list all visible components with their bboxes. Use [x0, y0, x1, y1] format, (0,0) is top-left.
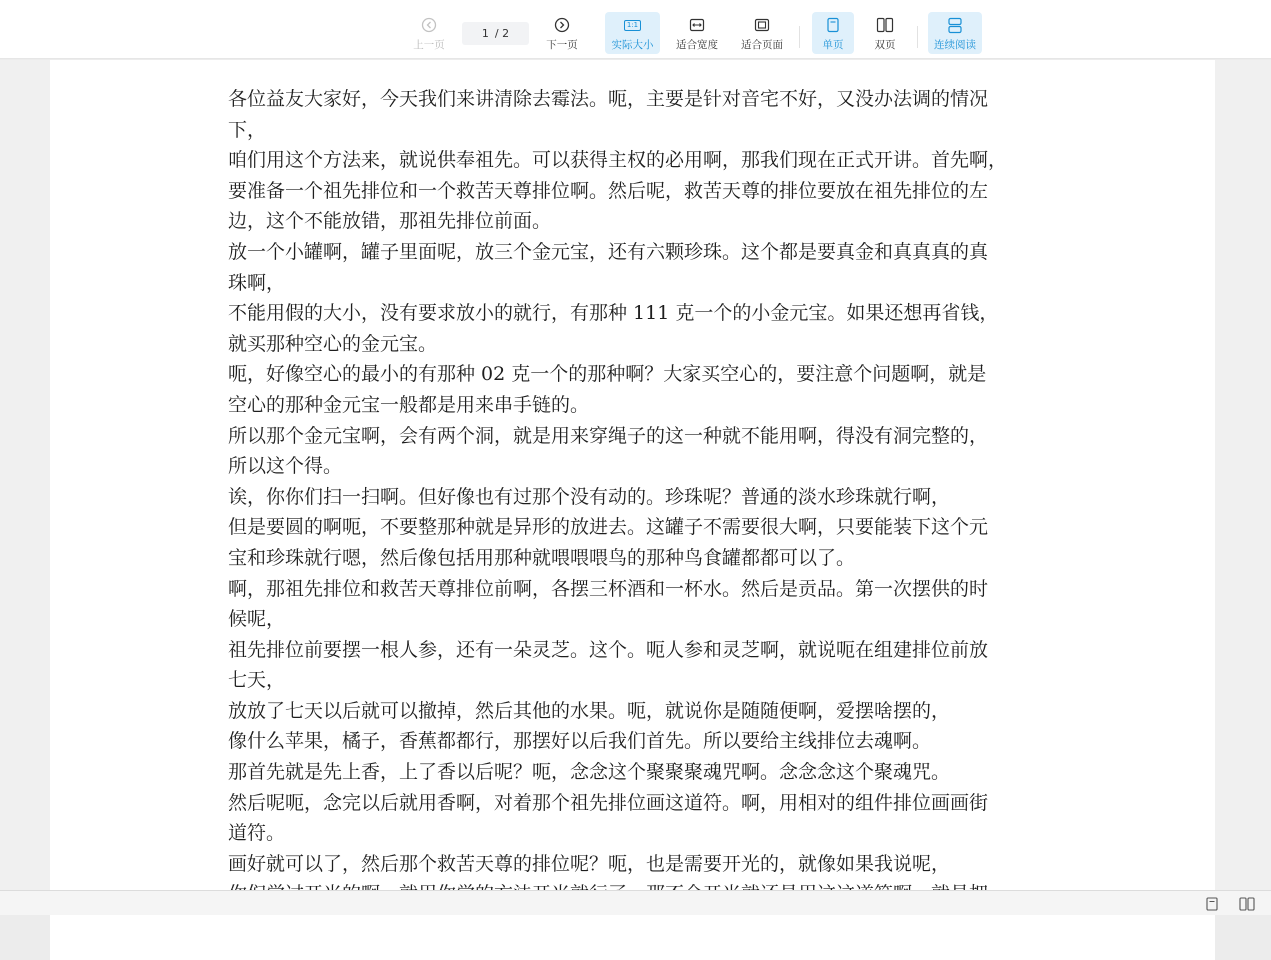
single-page-view-icon[interactable]	[1206, 896, 1218, 915]
document-page	[50, 60, 1215, 960]
text-line: 咱们用这个方法来，就说供奉祖先。可以获得主权的必用啊，那我们现在正式开讲。首先啊，	[228, 149, 1008, 172]
viewer-toolbar	[0, 0, 1271, 59]
fit-width-label: 适合宽度	[676, 39, 718, 51]
continuous-reading-icon	[947, 16, 963, 34]
continuous-reading-button[interactable]	[928, 12, 982, 54]
actual-size-glyph: 1:1	[624, 20, 641, 31]
text-line: 啊，那祖先排位和救苦天尊排位前啊，各摆三杯酒和一杯水。然后是贡品。第一次摆供的时	[228, 577, 989, 600]
text-line: 下，	[228, 118, 267, 141]
prev-page-button[interactable]	[408, 12, 450, 54]
text-line: 所以那个金元宝啊，会有两个洞，就是用来穿绳子的这一种就不能用啊，得没有洞完整的，	[228, 424, 989, 447]
actual-size-icon	[624, 16, 641, 34]
chevron-left-circle-icon	[421, 16, 437, 34]
single-page-button[interactable]	[812, 12, 854, 54]
text-line: 七天，	[228, 669, 286, 692]
text-line: 诶，你你们扫一扫啊。但好像也有过那个没有动的。珍珠呢？普通的淡水珍珠就行啊，	[228, 485, 951, 508]
fit-page-label: 适合页面	[741, 39, 783, 51]
text-line: 然后呢呃，念完以后就用香啊，对着那个祖先排位画这道符。啊，用相对的组件排位画画街	[228, 791, 989, 814]
text-line: 空心的那种金元宝一般都是用来串手链的。	[228, 393, 590, 416]
double-page-label: 双页	[874, 39, 896, 51]
total-pages: / 2	[494, 27, 510, 40]
double-page-icon	[876, 16, 894, 34]
actual-size-label: 实际大小	[611, 39, 654, 51]
continuous-reading-label: 连续阅读	[934, 39, 976, 51]
text-line: 那首先就是先上香，上了香以后呢？呃，念念这个聚聚聚魂咒啊。念念念这个聚魂咒。	[228, 761, 951, 784]
text-line: 祖先排位前要摆一根人参，还有一朵灵芝。这个。呃人参和灵芝啊，就说呃在组建排位前放	[228, 638, 989, 661]
double-page-button[interactable]	[864, 12, 906, 54]
text-line: 就买那种空心的金元宝。	[228, 332, 438, 355]
current-page-number[interactable]: 1	[481, 27, 489, 40]
chevron-right-circle-icon	[554, 16, 570, 34]
fit-page-icon	[754, 16, 770, 34]
single-page-label: 单页	[822, 39, 844, 51]
text-line: 放一个小罐啊，罐子里面呢，放三个金元宝，还有六颗珍珠。这个都是要真金和真真真的真	[228, 240, 989, 263]
text-line: 候呢，	[228, 608, 286, 631]
text-line: 不能用假的大小，没有要求放小的就行，有那种 111 克一个的小金元宝。如果还想再省钱，	[228, 302, 999, 325]
single-page-icon	[826, 16, 840, 34]
prev-page-label: 上一页	[413, 39, 445, 51]
text-line: 像什么苹果，橘子，香蕉都都行，那摆好以后我们首先。所以要给主线排位去魂啊。	[228, 730, 932, 753]
next-page-label: 下一页	[546, 39, 578, 51]
text-line: 珠啊，	[228, 271, 286, 294]
actual-size-button[interactable]	[605, 12, 660, 54]
text-line: 但是要圆的啊呃，不要整那种就是异形的放进去。这罐子不需要很大啊，只要能装下这个元	[228, 516, 989, 539]
text-line: 放放了七天以后就可以撤掉，然后其他的水果。呃，就说你是随随便啊，爱摆啥摆的，	[228, 699, 951, 722]
text-line: 要准备一个祖先排位和一个救苦天尊排位啊。然后呢，救苦天尊的排位要放在祖先排位的左	[228, 179, 989, 202]
status-bar	[0, 890, 1271, 915]
text-line: 呃，好像空心的最小的有那种 02 克一个的那种啊？大家买空心的，要注意个问题啊，就是	[228, 363, 987, 386]
document-viewport[interactable]	[0, 60, 1271, 890]
next-page-button[interactable]	[541, 12, 583, 54]
text-line: 画好就可以了，然后那个救苦天尊的排位呢？呃，也是需要开光的，就像如果我说呢，	[228, 852, 951, 875]
fit-width-button[interactable]	[671, 12, 723, 54]
text-line: 边，这个不能放错，那祖先排位前面。	[228, 210, 552, 233]
fit-page-button[interactable]	[736, 12, 788, 54]
toolbar-separator	[799, 26, 800, 48]
text-line: 所以这个得。	[228, 455, 343, 478]
text-line: 道符。	[228, 822, 286, 845]
text-line: 各位益友大家好，今天我们来讲清除去霉法。呃，主要是针对音宅不好，又没办法调的情况	[228, 88, 989, 110]
fit-width-icon	[689, 16, 705, 34]
text-line: 宝和珍珠就行嗯，然后像包括用那种就喂喂喂鸟的那种鸟食罐都都可以了。	[228, 546, 856, 569]
page-indicator[interactable]	[462, 22, 529, 45]
double-page-view-icon[interactable]	[1239, 896, 1255, 915]
document-text	[228, 84, 1054, 910]
toolbar-separator	[917, 26, 918, 48]
